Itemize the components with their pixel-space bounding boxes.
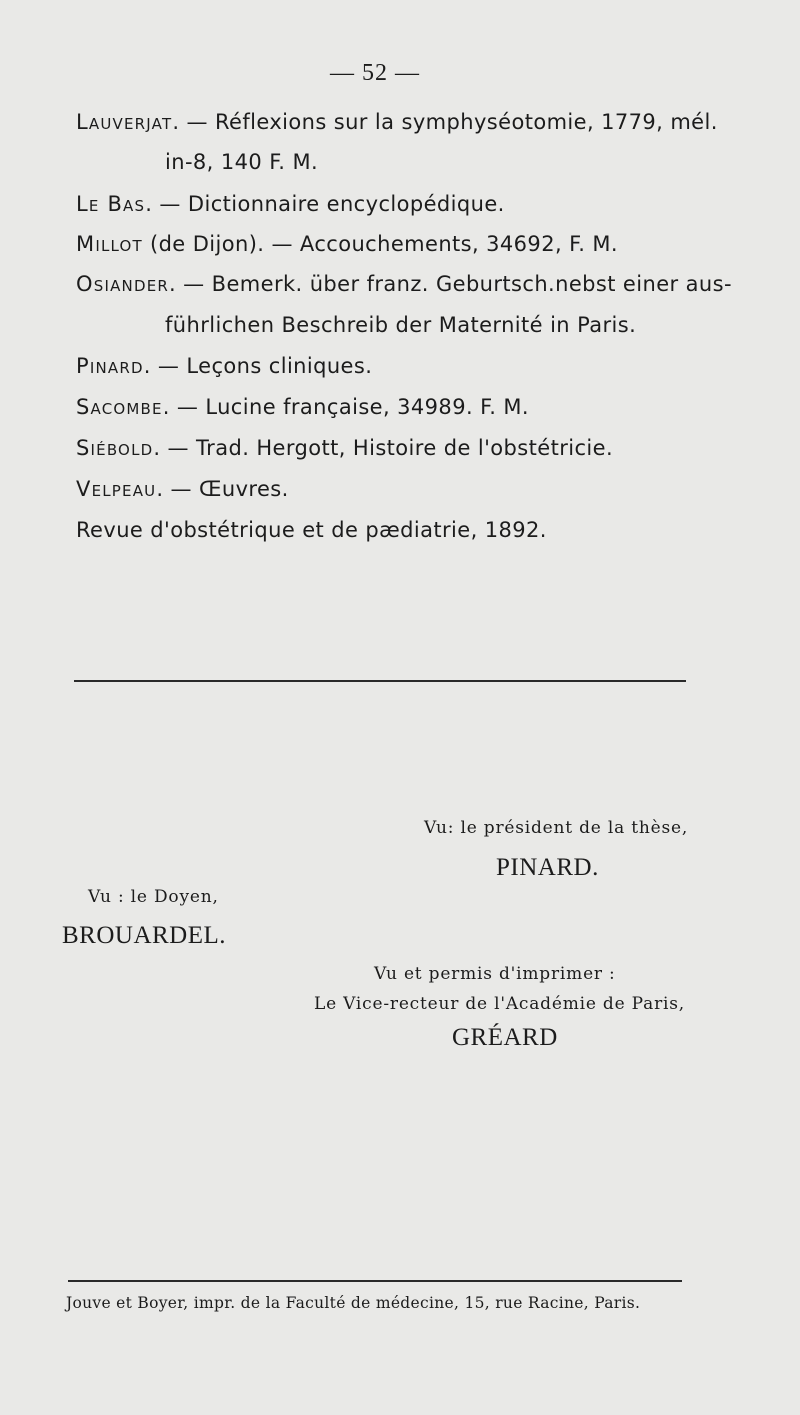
- bib-entry: [76, 232, 618, 256]
- printer-imprint: Jouve et Boyer, impr. de la Faculté de médecine, 15, rue Racine, Paris.: [66, 1294, 641, 1312]
- dean-label: Vu : le Doyen,: [88, 887, 219, 907]
- president-name: PINARD.: [496, 854, 599, 881]
- bib-author: Velpeau: [76, 477, 157, 501]
- bib-entry: Pinard. — Leçons cliniques.: [76, 354, 373, 378]
- bib-author: Siébold: [76, 436, 154, 460]
- separator-rule: [74, 680, 686, 682]
- bib-entry: Sacombe. — Lucine française, 34989. F. M.: [76, 395, 529, 419]
- bib-text: (de Dijon). — Accouchements, 34692, F. M.: [149, 232, 618, 256]
- bib-author: Le Bas: [76, 192, 146, 216]
- footer-rule: [68, 1280, 682, 1282]
- page-number: — 52 —: [330, 60, 420, 86]
- bib-entry: Osiander. — Bemerk. über franz. Geburtsch.nebst einer aus-: [76, 272, 732, 296]
- bib-entry: [76, 518, 547, 542]
- bib-entry: Siébold. — Trad. Hergott, Histoire de l'obstétricie.: [76, 436, 614, 460]
- dean-name: BROUARDEL.: [62, 922, 227, 949]
- bib-author: Lauverjat: [76, 110, 173, 134]
- bib-entry-continuation: in-8, 140 F. M.: [165, 150, 319, 174]
- bib-author: Pinard: [76, 354, 144, 378]
- bib-text: Dictionnaire encyclopédique.: [187, 192, 505, 216]
- bib-text: Bemerk. über franz. Geburtsch.nebst einer aus-: [211, 272, 732, 296]
- bib-text: Trad. Hergott, Histoire de l'obstétricie.: [196, 436, 614, 460]
- bib-text: Lucine française, 34989. F. M.: [205, 395, 529, 419]
- bib-author: Sacombe: [76, 395, 163, 419]
- bib-entry: Velpeau. — Œuvres.: [76, 477, 289, 501]
- bib-entry-continuation: führlichen Beschreib der Maternité in Paris.: [165, 313, 637, 337]
- imprimatur-label: Vu et permis d'imprimer :: [374, 964, 616, 984]
- bib-text: Œuvres.: [199, 477, 289, 501]
- bib-text: Leçons cliniques.: [186, 354, 373, 378]
- bib-text: Revue d'obstétrique et de pædiatrie, 1892.: [76, 518, 547, 542]
- president-label: Vu: le président de la thèse,: [424, 818, 689, 838]
- bib-text: Réflexions sur la symphyséotomie, 1779, mél.: [214, 110, 718, 134]
- bib-entry: Lauverjat. — Réflexions sur la symphyséotomie, 1779, mél.: [76, 110, 718, 134]
- bib-entry: Le Bas. — Dictionnaire encyclopédique.: [76, 192, 505, 216]
- bib-author: Osiander: [76, 272, 170, 296]
- bib-author: Millot: [76, 232, 143, 256]
- vice-rector-label: Le Vice-recteur de l'Académie de Paris,: [314, 994, 685, 1014]
- vice-rector-name: GRÉARD: [452, 1024, 558, 1051]
